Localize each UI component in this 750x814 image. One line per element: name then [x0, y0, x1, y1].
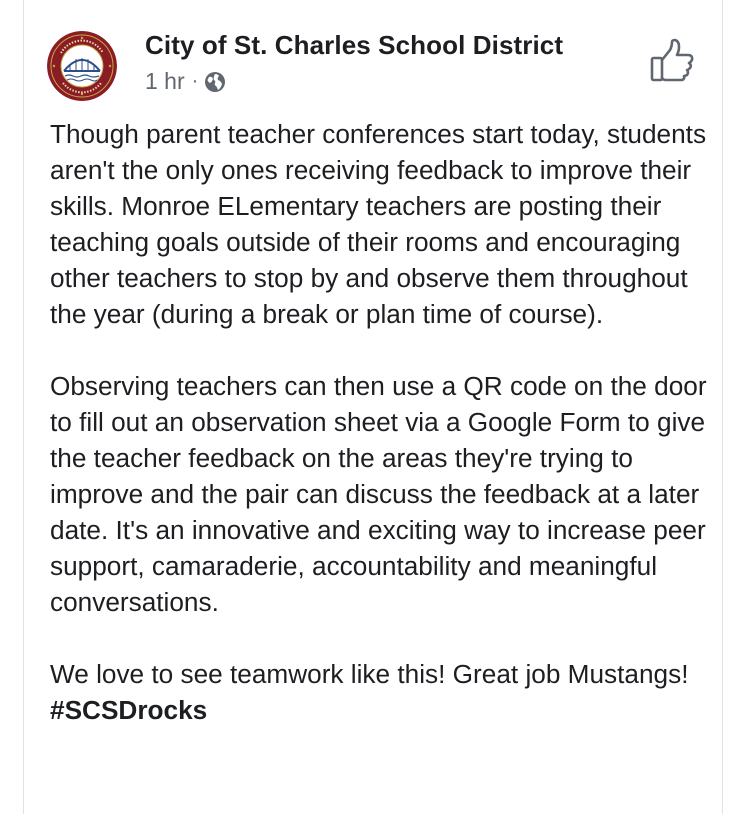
- globe-icon[interactable]: [204, 71, 226, 93]
- hashtag-link[interactable]: #SCSDrocks: [50, 695, 208, 725]
- district-seal-logo: [47, 31, 117, 101]
- post-text: [50, 116, 710, 728]
- post-paragraph: Observing teachers can then use a QR code on the door to fill out an observation sheet via a Google Form to give the teacher feedback on the areas they're trying to improve and the pair can discuss the feedback at a later date. It's an innovative and exciting way to increase peer support, camaraderie, accountability and meaningful conversations.: [50, 371, 707, 617]
- post-timestamp[interactable]: 1 hr: [145, 68, 185, 94]
- post-closing-paragraph: [50, 656, 710, 728]
- closing-text: We love to see teamwork like this! Great job Mustangs!: [50, 659, 689, 689]
- thumbs-up-icon: [648, 38, 696, 84]
- post-card: [23, 0, 723, 814]
- avatar[interactable]: [47, 31, 117, 101]
- post-paragraph: Though parent teacher conferences start today, students aren't the only ones receiving feedback to improve their skills. Monroe ELementary teachers are posting their teaching goals outside of their rooms and encouraging other teachers to stop by and observe them throughout the year (during a break or plan time of course).: [50, 119, 707, 329]
- meta-separator: ·: [191, 70, 199, 92]
- page-name-link[interactable]: City of St. Charles School District: [145, 30, 564, 60]
- post-header: [24, 0, 722, 110]
- like-button[interactable]: [648, 38, 696, 84]
- post-meta: [145, 68, 226, 95]
